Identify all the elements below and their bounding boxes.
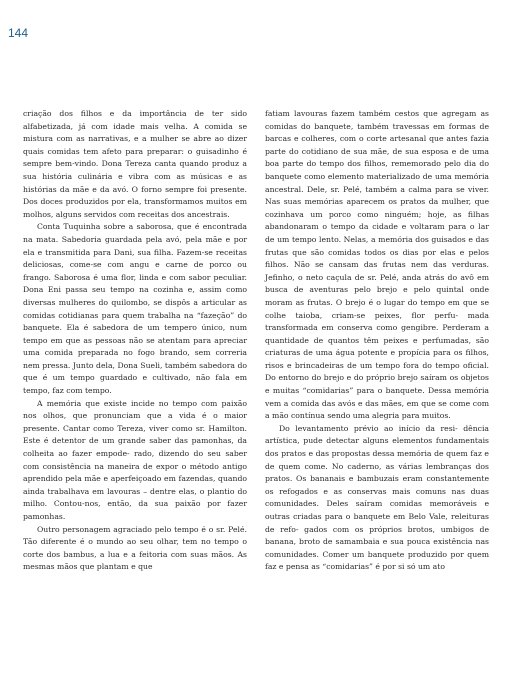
- paragraph: Outro personagem agraciado pelo tempo é o sr. Pelé. Tão diferente é o mundo ao seu olhar, tem no tempo o corte dos bambus, a lua e a feitoria com suas mãos. As mesmas mãos que plantam e que: [23, 524, 247, 572]
- paragraph: Conta Tuquinha sobre a saborosa, que é encontrada na mata. Sabedoria guardada pela avó, pela mãe e por ela e transmitida para Dani, sua filha. Fazem-se receitas deliciosas, come-se com angu e carne de porco ou frango. Saborosa é uma flor, linda e com sabor peculiar. Dona Eni passa seu tempo na cozinha e, assim como diversas mulheres do quilombo, se dispôs a articular as comidas cotidianas para quem trabalha na “fazeção” do banquete. Ela é sabedora de um tempero único, num tempo em que as pessoas não se atentam para apreciar uma comida preparada no fogo brando, sem correria nem pressa. Junto dela, Dona Sueli, também sabedora do que é um tempo guardado e cultivado, não fala em tempo, faz com tempo.: [23, 222, 247, 396]
- paragraph: Do levantamento prévio ao início da resi- dência artística, pude detectar alguns elementos fundamentais dos pratos e das propostas dessa memória de quem faz e de quem come. No caderno, as várias lembranças dos pratos. Os bananais e bambuzais eram constantemente os refogados e as conservas mais comuns nas duas comunidades. Deles saíram comidas memoráveis e outras criadas para o banquete em Belo Vale, releituras de refo- gados com os próprios brotos, umbigos de banana, broto de samambaia e sua pouca existência nas comunidades. Comer um banquete produzido por quem faz e pensa as “comidarias” é por si só um ato: [265, 423, 489, 572]
- text-columns: [23, 108, 489, 574]
- paragraph: criação dos filhos e da importância de ter sido alfabetizada, já com idade mais velha. A comida se mistura com as narrativas, e a mulher se abre ao dizer quais comidas tem afeto para preparar: o guisadinho é sempre bem-vindo. Dona Tereza canta quando produz a sua história culinária e vibra com as músicas e as histórias da mãe e da avó. O forno sempre foi presente. Dos doces produzidos por ela, transformamos muitos em molhos, alguns servidos com receitas dos ancestrais.: [23, 109, 247, 219]
- right-column: [265, 108, 489, 574]
- paragraph: fatiam lavouras fazem também cestos que agregam as comidas do banquete, também travessas em formas de barcas e colheres, com o corte artesanal que antes fazia parte do cotidiano de sua mãe, de sua esposa e de uma boa parte do tempo dos filhos, rememorado pelo dia do banquete como elemento materializado de uma memória ancestral. Dele, sr. Pelé, também a calma para se viver. Nas suas memórias aparecem os pratos da mulher, que cozinhava um porco como ninguém; hoje, as filhas abandonaram o tempo da cidade e voltaram para o lar de um tempo lento. Nelas, a memória dos guisados e das frutas que são comidas todos os dias por elas e pelos filhos. Não se cansam das frutas nem das verduras. Jefinho, o neto caçula de sr. Pelé, anda atrás do avô em busca de aventuras pelo brejo e pelo quintal onde moram as frutas. O brejo é o lugar do tempo em que se colhe taioba, criam-se peixes, flor perfu- mada transformada em conserva como gengibre. Perderam a quantidade de quantos têm peixes e perfumadas, são criaturas de uma água potente e propícia para os filhos, risos e brincadeiras de um tempo fora do tempo oficial. Do entorno do brejo e do próprio brejo saíram os objetos e muitas “comidarias” para o banquete. Dessa memória vem a comida das avós e das mães, em que se come com a mão contínua sendo uma alegria para muitos.: [265, 109, 489, 421]
- page-number: 144: [8, 26, 29, 40]
- left-column: [23, 108, 247, 574]
- paragraph: A memória que existe incide no tempo com paixão nos olhos, que pronunciam que a vida é o maior presente. Cantar como Tereza, viver como sr. Hamilton. Este é detentor de um grande saber das pamonhas, da colheita ao fazer empode- rado, dizendo do seu saber com consistência na maneira de expor o método antigo aprendido pela mãe e aperfeiçoado em fazendas, quando ainda trabalhava em lavouras – dentre elas, o plantio do milho. Contou-nos, então, da sua paixão por fazer pamonhas.: [23, 398, 247, 521]
